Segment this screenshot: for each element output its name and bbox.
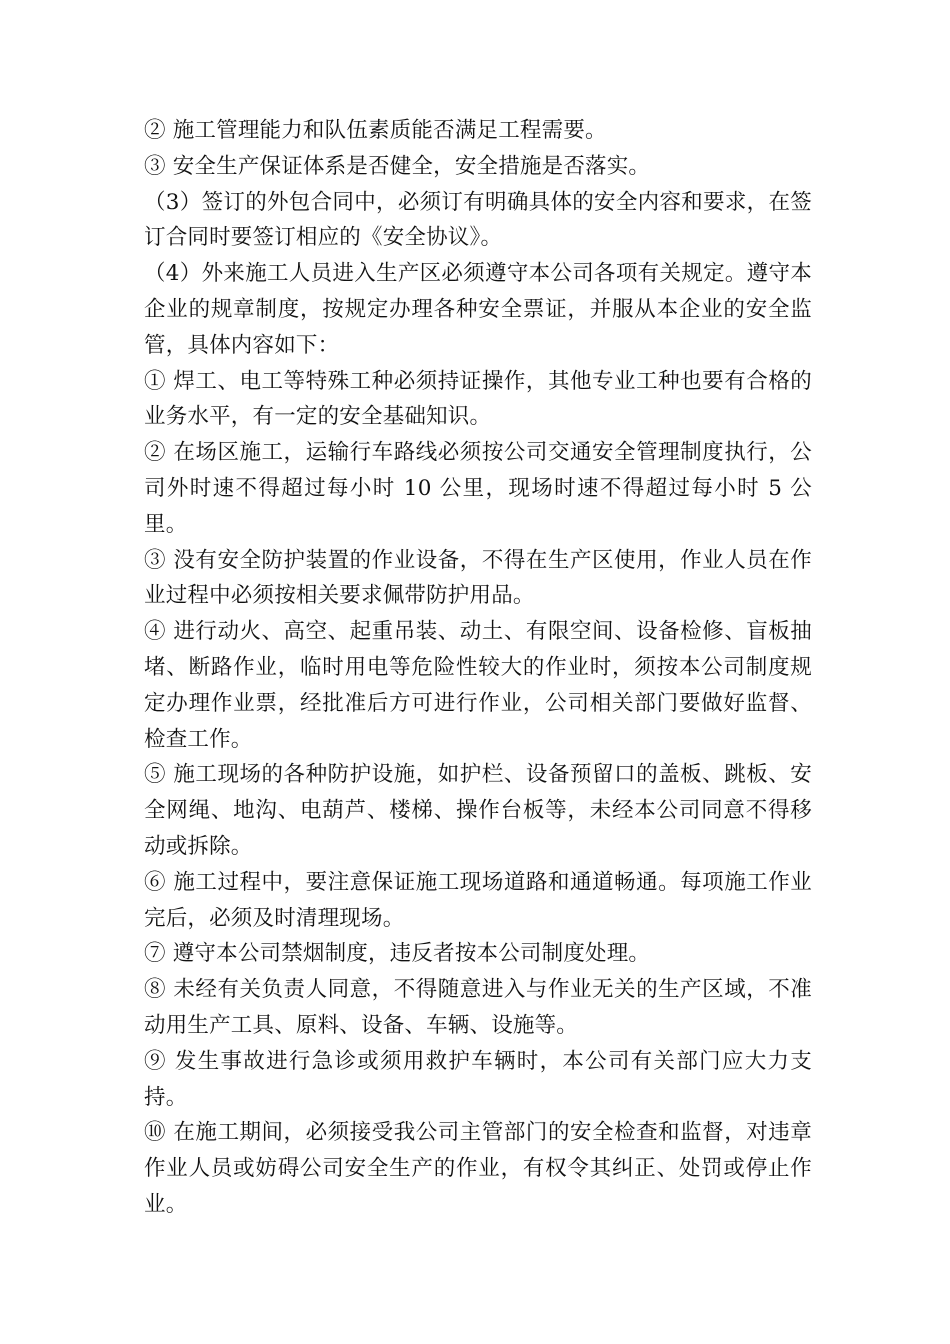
paragraph-item-5-protective-facilities: ⑤ 施工现场的各种防护设施，如护栏、设备预留口的盖板、跳板、安全网绳、地沟、电葫芦、楼梯、操作台板等，未经本公司同意不得移动或拆除。 bbox=[144, 762, 812, 859]
paragraph-item-8-restricted-areas: ⑧ 未经有关负责人同意，不得随意进入与作业无关的生产区域，不准动用生产工具、原料、设备、车辆、设施等。 bbox=[144, 977, 812, 1038]
paragraph-item-9-emergency-support: ⑨ 发生事故进行急诊或须用救护车辆时，本公司有关部门应大力支持。 bbox=[144, 1048, 812, 1110]
paragraph-external-personnel: （4）外来施工人员进入生产区必须遵守本公司各项有关规定。遵守本企业的规章制度，按规定办理各种安全票证，并服从本企业的安全监管，具体内容如下： bbox=[144, 261, 812, 358]
paragraph-item-3-protective-equipment: ③ 没有安全防护装置的作业设备，不得在生产区使用，作业人员在作业过程中必须按相关要求佩带防护用品。 bbox=[144, 547, 812, 609]
paragraph-item-1-certification: ① 焊工、电工等特殊工种必须持证操作，其他专业工种也要有合格的业务水平，有一定的安全基础知识。 bbox=[144, 368, 812, 430]
paragraph-item-4-work-permits: ④ 进行动火、高空、起重吊装、动土、有限空间、设备检修、盲板抽堵、断路作业，临时用电等危险性较大的作业时，须按本公司制度规定办理作业票，经批准后方可进行作业，公司相关部门要做好监督、检查工作。 bbox=[144, 619, 812, 752]
paragraph-item-10-inspection: ⑩ 在施工期间，必须接受我公司主管部门的安全检查和监督，对违章作业人员或妨碍公司安全生产的作业，有权令其纠正、处罚或停止作业。 bbox=[144, 1120, 812, 1217]
paragraph-item-2-capability: ② 施工管理能力和队伍素质能否满足工程需要。 bbox=[144, 118, 607, 143]
document-body bbox=[144, 113, 812, 1223]
paragraph-item-3-safety-system: ③ 安全生产保证体系是否健全，安全措施是否落实。 bbox=[144, 153, 651, 179]
paragraph-item-2-speed-limit: ② 在场区施工，运输行车路线必须按公司交通安全管理制度执行，公司外时速不得超过每小时 10 公里，现场时速不得超过每小时 5 公里。 bbox=[144, 440, 812, 537]
paragraph-item-6-site-clearance: ⑥ 施工过程中，要注意保证施工现场道路和通道畅通。每项施工作业完后，必须及时清理现场。 bbox=[144, 869, 812, 931]
paragraph-item-7-no-smoking: ⑦ 遵守本公司禁烟制度，违反者按本公司制度处理。 bbox=[144, 941, 651, 967]
paragraph-contract-requirement: （3）签订的外包合同中，必须订有明确具体的安全内容和要求，在签订合同时要签订相应的《安全协议》。 bbox=[144, 189, 812, 251]
